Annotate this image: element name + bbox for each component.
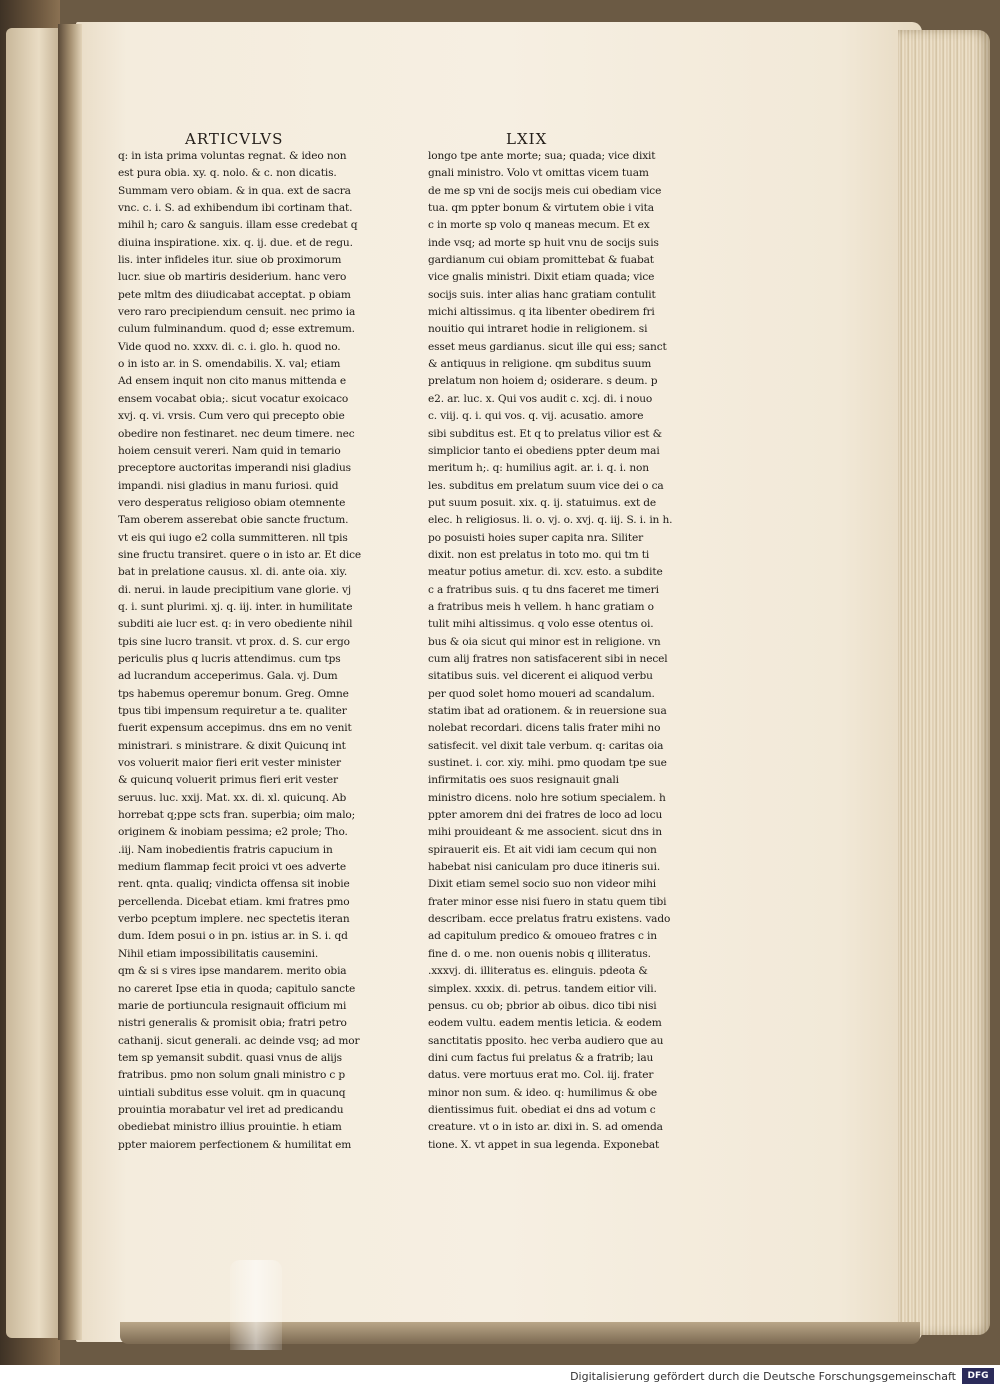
text-line: obediebat ministro illius prouintie. h etiam — [118, 1121, 342, 1134]
text-line: vt eis qui iugo e2 colla summitteren. nll tpis — [118, 531, 348, 544]
funding-notice: Digitalisierung gefördert durch die Deutsche Forschungsgemeinschaft — [570, 1370, 956, 1383]
dfg-logo: DFG — [962, 1368, 994, 1384]
text-line: lucr. siue ob martiris desiderium. hanc vero — [118, 271, 347, 284]
text-line: .xxxvj. di. illiteratus es. elinguis. pdeota & — [428, 965, 648, 978]
text-line: marie de portiuncula resignauit officium mi — [118, 999, 347, 1012]
text-line: esset meus gardianus. sicut ille qui ess; sanct — [428, 340, 667, 353]
text-line: habebat nisi caniculam pro duce itineris sui. — [428, 861, 661, 874]
text-line: c. viij. q. i. qui vos. q. vij. acusatio. amore — [428, 410, 644, 423]
text-line: bat in prelatione causus. xl. di. ante oia. xiy. — [118, 566, 348, 579]
text-line: ad capitulum predico & omoueo fratres c in — [428, 930, 657, 943]
text-line: tua. qm ppter bonum & virtutem obie i vita — [428, 202, 654, 215]
text-line: de me sp vni de socijs meis cui obediam vice — [428, 184, 662, 197]
text-line: ppter maiorem perfectionem & humilitat em — [118, 1138, 352, 1151]
text-line: ad lucrandum acceperimus. Gala. vj. Dum — [118, 670, 338, 683]
text-line: mihi prouideant & me associent. sicut dns in — [428, 826, 662, 839]
text-line: prouintia morabatur vel iret ad predicandu — [118, 1103, 344, 1116]
text-line: bus & oia sicut qui minor est in religione. vn — [428, 635, 661, 648]
text-line: sanctitatis pposito. hec verba audiero que au — [428, 1034, 664, 1047]
text-line: pete mltm des diiudicabat acceptat. p obiam — [118, 288, 351, 301]
text-line: describam. ecce prelatus fratru existens. vado — [428, 913, 671, 926]
text-line: no careret Ipse etia in quoda; capitulo sancte — [118, 982, 356, 995]
text-line: preceptore auctoritas imperandi nisi gladius — [118, 462, 351, 475]
text-line: c in morte sp volo q maneas mecum. Et ex — [428, 219, 650, 232]
text-line: longo tpe ante morte; sua; quada; vice dixit — [428, 150, 656, 162]
text-line: Vide quod no. xxxv. di. c. i. glo. h. quod no. — [118, 340, 341, 353]
text-line: pensus. cu ob; pbrior ab oibus. dico tibi nisi — [428, 999, 657, 1012]
text-line: vnc. c. i. S. ad exhibendum ibi cortinam that. — [118, 202, 353, 215]
text-line: gardianum cui obiam promittebat & fuabat — [428, 254, 654, 267]
text-line: Summam vero obiam. & in qua. ext de sacra — [118, 184, 351, 197]
text-line: percellenda. Dicebat etiam. kmi fratres pmo — [118, 895, 350, 908]
text-line: ppter amorem dni dei fratres de loco ad locu — [428, 809, 663, 822]
text-line: seruus. luc. xxij. Mat. xx. di. xl. quicunq. Ab — [118, 791, 347, 804]
text-line: sitatibus suis. vel dicerent ei aliquod verbu — [428, 670, 653, 683]
text-line: tem sp yemansit subdit. quasi vnus de alijs — [118, 1051, 342, 1064]
text-line: creature. vt o in isto ar. dixi in. S. ad omenda — [428, 1121, 663, 1134]
text-line: tulit mihi altissimus. q volo esse otentus oi. — [428, 618, 654, 631]
text-line: sine fructu transiret. quere o in isto ar. Et dice — [118, 548, 361, 561]
text-line: mihil h; caro & sanguis. illam esse credebat q — [118, 219, 358, 232]
text-line: o in isto ar. in S. omendabilis. X. val; etiam — [118, 358, 341, 371]
text-line: Dixit etiam semel socio suo non videor mihi — [428, 878, 656, 891]
text-line: impandi. nisi gladius in manu furiosi. quid — [118, 479, 339, 492]
text-line: spirauerit eis. Et ait vidi iam cecum qui non — [428, 843, 657, 856]
text-line: eodem vultu. eadem mentis leticia. & eodem — [428, 1017, 662, 1030]
text-line: cum alij fratres non satisfacerent sibi in necel — [428, 652, 668, 665]
text-line: ensem vocabat obia;. sicut vocatur exoicaco — [118, 392, 349, 405]
text-line: meritum h;. q: humilius agit. ar. i. q. i. non — [428, 462, 649, 475]
text-line: a fratribus meis h vellem. h hanc gratiam o — [428, 600, 654, 613]
text-line: ministro dicens. nolo hre sotium specialem. h — [428, 791, 666, 804]
text-line: periculis plus q lucris attendimus. cum tps — [118, 652, 341, 665]
text-line: sustinet. i. cor. xiy. mihi. pmo quodam tpe sue — [428, 757, 667, 770]
text-line: infirmitatis oes suos resignauit gnali — [428, 774, 619, 787]
text-line: lis. inter infideles itur. siue ob proximorum — [118, 254, 342, 267]
left-page-edge — [6, 28, 66, 1338]
text-line: culum fulminandum. quod d; esse extremum. — [118, 323, 355, 336]
text-line: e2. ar. luc. x. Qui vos audit c. xcj. di. i nouo — [428, 392, 653, 405]
text-line: medium flammap fecit proici vt oes adverte — [118, 861, 347, 874]
text-line: ministrari. s ministrare. & dixit Quicunq int — [118, 739, 346, 752]
text-line: gnali ministro. Volo vt omittas vicem tuam — [428, 167, 649, 180]
gutter — [58, 24, 82, 1340]
text-line: elec. h religiosus. li. o. vj. o. xvj. q. iij. S. i. in h. — [428, 514, 673, 527]
text-line: sibi subditus est. Et q to prelatus vilior est & — [428, 427, 662, 440]
text-line: uintiali subditus esse voluit. qm in quacunq — [118, 1086, 346, 1099]
text-line: .iij. Nam inobedientis fratris capucium in — [118, 843, 333, 856]
text-line: socijs suis. inter alias hanc gratiam contulit — [428, 288, 656, 301]
text-line: vero desperatus religioso obiam otemnente — [118, 496, 346, 509]
text-line: horrebat q;ppe scts fran. superbia; oim malo; — [118, 809, 356, 822]
text-line: Ad ensem inquit non cito manus mittenda e — [118, 375, 346, 388]
text-line: frater minor esse nisi fuero in statu quem tibi — [428, 895, 667, 908]
text-line: vos voluerit maior fieri erit vester minister — [118, 757, 341, 770]
text-line: diuina inspiratione. xix. q. ij. due. et de regu. — [118, 236, 353, 249]
text-line: nolebat recordari. dicens talis frater mihi no — [428, 722, 661, 735]
left-text-column — [118, 148, 380, 1154]
text-line: c a fratribus suis. q tu dns faceret me timeri — [428, 583, 659, 596]
text-line: qm & si s vires ipse mandarem. merito obia — [118, 965, 347, 978]
text-line: statim ibat ad orationem. & in reuersione sua — [428, 705, 667, 717]
text-line: nouitio qui intraret hodie in religionem. si — [428, 323, 648, 336]
text-line: tpus tibi impensum requiretur a te. qualiter — [118, 705, 347, 717]
text-line: Nihil etiam impossibilitatis causemini. — [118, 947, 319, 960]
text-line: rent. qnta. qualiq; vindicta offensa sit inobie — [118, 878, 350, 891]
text-line: michi altissimus. q ita libenter obedirem fri — [428, 306, 655, 319]
text-line: vero raro precipiendum censuit. nec primo ia — [118, 306, 356, 319]
text-line: est pura obia. xy. q. nolo. & c. non dicatis. — [118, 167, 337, 180]
text-line: di. nerui. in laude precipitium vane glorie. vj — [118, 583, 352, 596]
text-line: satisfecit. vel dixit tale verbum. q: caritas oia — [428, 739, 664, 752]
text-line: dientissimus fuit. obediat ei dns ad votum c — [428, 1103, 656, 1116]
text-line: fine d. o me. non ouenis nobis q illiteratus. — [428, 947, 651, 960]
text-line: per quod solet homo moueri ad scandalum. — [428, 687, 655, 700]
text-line: & quicunq voluerit primus fieri erit vester — [118, 774, 338, 787]
text-line: subditi aie lucr est. q: in vero obediente nihil — [118, 618, 353, 631]
page-holder-strap — [230, 1260, 282, 1350]
text-line: prelatum non hoiem d; osiderare. s deum. p — [428, 375, 658, 388]
text-line: put suum posuit. xix. q. ij. statuimus. ext de — [428, 496, 657, 509]
right-text-column — [428, 148, 690, 1154]
text-line: simplex. xxxix. di. petrus. tandem eitior vili. — [428, 982, 657, 995]
text-line: inde vsq; ad morte sp huit vnu de socijs suis — [428, 236, 659, 249]
text-line: cathanij. sicut generali. ac deinde vsq; ad mor — [118, 1034, 360, 1047]
text-line: dum. Idem posui o in pn. istius ar. in S. i. qd — [118, 930, 348, 943]
text-line: simplicior tanto ei obediens ppter deum mai — [428, 444, 660, 457]
text-line: fuerit expensum accepimus. dns em no venit — [118, 722, 352, 735]
text-line: obedire non festinaret. nec deum timere. nec — [118, 427, 355, 440]
text-line: dixit. non est prelatus in toto mo. qui tm ti — [428, 548, 650, 561]
text-line: fratribus. pmo non solum gnali ministro c p — [118, 1069, 346, 1082]
text-line: datus. vere mortuus erat mo. Col. iij. frater — [428, 1069, 654, 1082]
text-line: vice gnalis ministri. Dixit etiam quada; vice — [428, 271, 655, 284]
text-line: hoiem censuit vereri. Nam quid in temario — [118, 444, 341, 457]
running-header-left: ARTICVLVS — [185, 130, 284, 148]
text-line: originem & inobiam pessima; e2 prole; Tho. — [118, 826, 348, 839]
text-line: les. subditus em prelatum suum vice dei o ca — [428, 479, 664, 492]
text-line: nistri generalis & promisit obia; fratri petro — [118, 1017, 347, 1030]
text-line: q: in ista prima voluntas regnat. & ideo non — [118, 150, 347, 162]
text-line: xvj. q. vi. vrsis. Cum vero qui precepto obie — [118, 410, 345, 423]
text-line: po posuisti hoies super capita nra. Siliter — [428, 531, 644, 544]
folio-number: LXIX — [506, 130, 548, 148]
text-line: & antiquus in religione. qm subditus suum — [428, 358, 652, 371]
text-line: Tam oberem asserebat obie sancte fructum. — [118, 514, 349, 527]
text-line: meatur potius ametur. di. xcv. esto. a subdite — [428, 566, 663, 579]
text-line: q. i. sunt plurimi. xj. q. iij. inter. in humilitate — [118, 600, 353, 613]
text-line: dini cum factus fui prelatus & a fratrib; lau — [428, 1051, 654, 1064]
text-line: tps habemus operemur bonum. Greg. Omne — [118, 687, 349, 700]
text-line: minor non sum. & ideo. q: humilimus & obe — [428, 1086, 657, 1099]
text-line: tione. X. vt appet in sua legenda. Exponebat — [428, 1138, 660, 1151]
text-line: verbo pceptum implere. nec spectetis iteran — [118, 913, 350, 926]
text-line: tpis sine lucro transit. vt prox. d. S. cur ergo — [118, 635, 350, 648]
page-stack — [898, 30, 990, 1335]
